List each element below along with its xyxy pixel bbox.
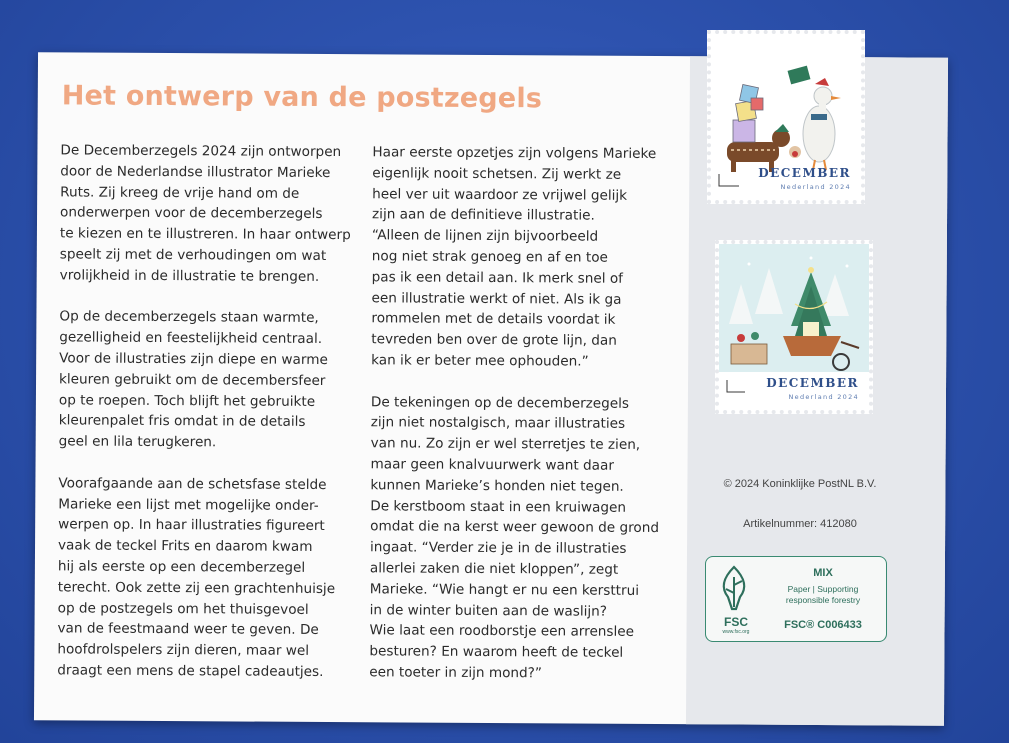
paragraph: Haar eerste opzetjes zijn volgens Marieke eigenlijk nooit schetsen. Zij werkt ze heel ver uit waardoor ze vrijwel gelijk zijn aan de definitieve illustratie. “Alleen de lijnen zijn bijvoorbeeld nog niet strak genoeg en af en toe pas ik een detail aan. Ik merk snel of een illustratie werkt of niet. Als ik ga rommelen met de details voordat ik tevreden ben over de grote lijn, dan kan ik er beter mee ophouden.” (371, 144, 657, 370)
fsc-label (705, 556, 887, 642)
copyright-text: © 2024 Koninklijke PostNL B.V. (723, 478, 877, 490)
stamp-country: Nederland 2024 (788, 393, 859, 401)
text-column-right (369, 142, 672, 705)
paragraph: De tekeningen op de decemberzegels zijn niet nostalgisch, maar illustraties van nu. Zo zijn er wel sterretjes te zien, maar geen knalvuurwerk want daar kunnen Marieke’s honden niet tegen. De kerstboom staat in een kruiwagen omdat die na kerst weer gewoon de grond ingaat. “Verder zie je in de illustraties allerlei zaken die niet kloppen”, zegt Marieke. “Wie hangt er nu een kersttrui in de winter buiten aan de waslijn? Wie laat een roodborstje een arrenslee besturen? En waarom heeft de teckel een toeter in zijn mond?” (369, 393, 660, 682)
stamp-country: Nederland 2024 (780, 183, 851, 191)
paragraph: De Decemberzegels 2024 zijn ontworpen door de Nederlandse illustrator Marieke Ruts. Zij kreeg de vrije hand om de onderwerpen voor de decemberzegels te kiezen en te illustreren. In haar ontwerp speelt zij met de verhoudingen om wat vrolijkheid in de illustratie te brengen. (59, 142, 351, 285)
paragraph: Op de decemberzegels staan warmte, gezelligheid en feestelijkheid centraal. Voor de illustraties zijn diepe en warme kleuren gebruikt om de decembersfeer op te roepen. Toch blijft het gebruikte kleurenpalet fris omdat in de details geel en lila terugkeren. (58, 308, 328, 451)
paragraph: Voorafgaande aan de schetsfase stelde Marieke een lijst met mogelijke onder- werpen op. In haar illustraties figureert vaak de teckel Frits en daarom kwam hij als eerste op een decemberzegel terecht. Ook zette zij een grachtenhuisje op de postzegels om het thuisgevoel van de feestmaand weer te geven. De hoofdrolspelers zijn dieren, maar wel draagt een mens de stapel cadeautjes. (57, 475, 336, 680)
fsc-mix: MIX (813, 567, 833, 579)
card-title: Het ontwerp van de postzegels (61, 80, 543, 115)
text-column-left (57, 140, 360, 703)
fsc-description: Paper | Supporting responsible forestry (785, 584, 861, 605)
fsc-mark: FSC (724, 615, 748, 629)
fsc-url: www.fsc.org (722, 629, 750, 635)
article-number: Artikelnummer: 412080 (743, 518, 857, 530)
stamp-dog-goose (707, 30, 865, 204)
stamp-name: DECEMBER (766, 376, 859, 390)
stamp-name: DECEMBER (758, 166, 851, 180)
fsc-code: FSC® C006433 (784, 619, 862, 631)
stamp-tree-wheelbarrow (715, 240, 873, 414)
fsc-tree-icon (714, 563, 754, 615)
